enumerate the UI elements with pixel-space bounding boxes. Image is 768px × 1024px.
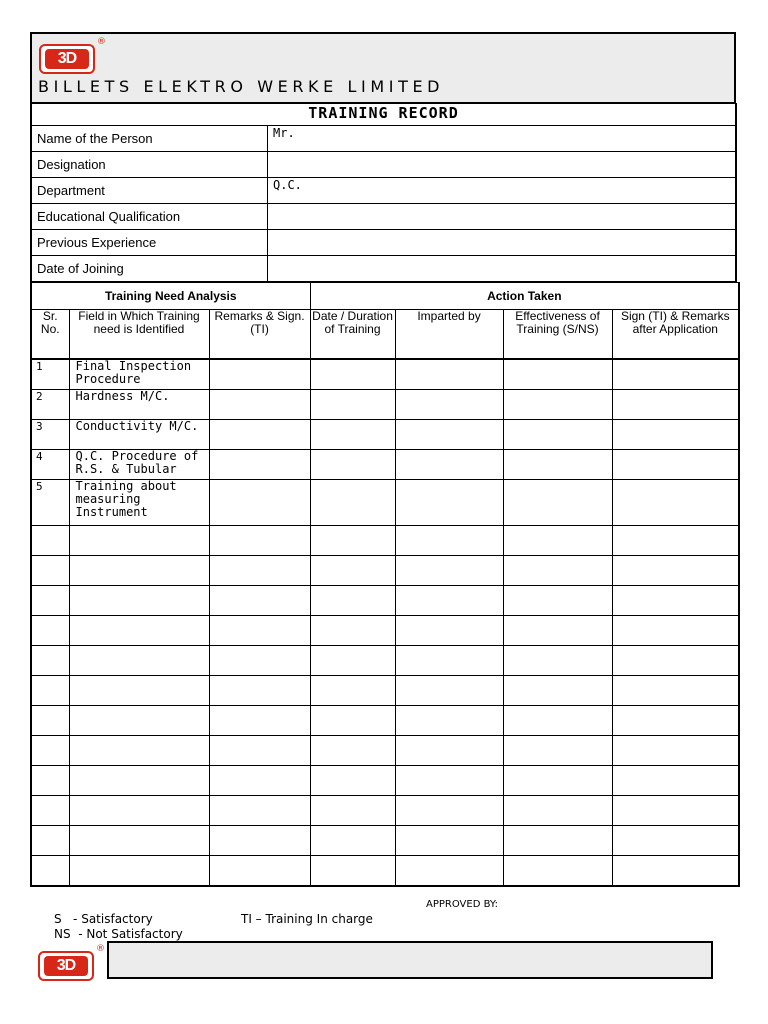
row-field[interactable] bbox=[69, 646, 209, 676]
training-rows bbox=[31, 359, 739, 886]
info-label: Department bbox=[31, 178, 268, 204]
row-imparted-by[interactable] bbox=[395, 616, 503, 646]
table-row bbox=[31, 826, 739, 856]
row-date-duration[interactable] bbox=[310, 390, 395, 420]
company-name: BILLETS ELEKTRO WERKE LIMITED bbox=[38, 77, 445, 96]
row-sign-remarks-after[interactable] bbox=[612, 736, 739, 766]
row-effectiveness[interactable] bbox=[503, 676, 612, 706]
row-sign-remarks-after[interactable] bbox=[612, 556, 739, 586]
row-imparted-by[interactable] bbox=[395, 736, 503, 766]
row-effectiveness[interactable] bbox=[503, 556, 612, 586]
row-sr-no bbox=[31, 526, 69, 556]
table-row bbox=[31, 616, 739, 646]
row-imparted-by[interactable] bbox=[395, 480, 503, 526]
row-sign-remarks-after[interactable] bbox=[612, 616, 739, 646]
info-value[interactable] bbox=[268, 204, 737, 230]
row-sr-no: 2 bbox=[31, 390, 69, 420]
row-field[interactable] bbox=[69, 826, 209, 856]
row-remarks-sign[interactable] bbox=[209, 736, 310, 766]
row-effectiveness[interactable] bbox=[503, 736, 612, 766]
training-table bbox=[30, 282, 740, 887]
col-sign-remarks-after: Sign (TI) & Remarks after Application bbox=[612, 310, 739, 360]
col-sr-no: Sr. No. bbox=[31, 310, 69, 360]
row-effectiveness[interactable] bbox=[503, 616, 612, 646]
row-effectiveness[interactable] bbox=[503, 826, 612, 856]
row-sign-remarks-after[interactable] bbox=[612, 796, 739, 826]
row-field[interactable]: Training about measuring Instrument bbox=[69, 480, 209, 526]
row-date-duration[interactable] bbox=[310, 420, 395, 450]
row-date-duration[interactable] bbox=[310, 646, 395, 676]
row-effectiveness[interactable] bbox=[503, 796, 612, 826]
row-imparted-by[interactable] bbox=[395, 856, 503, 887]
row-sign-remarks-after[interactable] bbox=[612, 826, 739, 856]
row-remarks-sign[interactable] bbox=[209, 480, 310, 526]
row-effectiveness[interactable] bbox=[503, 450, 612, 480]
row-imparted-by[interactable] bbox=[395, 420, 503, 450]
footer-logo-text: 3D bbox=[44, 956, 88, 976]
row-effectiveness[interactable] bbox=[503, 526, 612, 556]
row-sign-remarks-after[interactable] bbox=[612, 359, 739, 390]
table-row bbox=[31, 676, 739, 706]
row-sr-no bbox=[31, 736, 69, 766]
table-row bbox=[31, 359, 739, 390]
info-label: Designation bbox=[31, 152, 268, 178]
row-date-duration[interactable] bbox=[310, 480, 395, 526]
row-field[interactable] bbox=[69, 706, 209, 736]
row-date-duration[interactable] bbox=[310, 526, 395, 556]
row-field[interactable]: Conductivity M/C. bbox=[69, 420, 209, 450]
info-row bbox=[31, 152, 736, 178]
row-sr-no: 3 bbox=[31, 420, 69, 450]
row-sr-no bbox=[31, 616, 69, 646]
row-effectiveness[interactable] bbox=[503, 480, 612, 526]
row-date-duration[interactable] bbox=[310, 359, 395, 390]
table-row bbox=[31, 556, 739, 586]
row-effectiveness[interactable] bbox=[503, 359, 612, 390]
row-field[interactable]: Final Inspection Procedure bbox=[69, 359, 209, 390]
row-remarks-sign[interactable] bbox=[209, 526, 310, 556]
row-field[interactable]: Hardness M/C. bbox=[69, 390, 209, 420]
row-date-duration[interactable] bbox=[310, 736, 395, 766]
row-imparted-by[interactable] bbox=[395, 450, 503, 480]
row-field[interactable] bbox=[69, 526, 209, 556]
logo-text: 3D bbox=[45, 49, 89, 69]
row-imparted-by[interactable] bbox=[395, 586, 503, 616]
table-row bbox=[31, 766, 739, 796]
row-sr-no: 1 bbox=[31, 359, 69, 390]
info-label: Date of Joining bbox=[31, 256, 268, 282]
info-row bbox=[31, 126, 736, 152]
section-training-need-analysis: Training Need Analysis bbox=[31, 283, 310, 310]
row-imparted-by[interactable] bbox=[395, 676, 503, 706]
row-sign-remarks-after[interactable] bbox=[612, 706, 739, 736]
info-value[interactable] bbox=[268, 152, 737, 178]
info-value[interactable] bbox=[268, 256, 737, 282]
row-remarks-sign[interactable] bbox=[209, 616, 310, 646]
person-info-table bbox=[30, 125, 737, 282]
row-imparted-by[interactable] bbox=[395, 826, 503, 856]
table-row bbox=[31, 420, 739, 450]
row-field[interactable] bbox=[69, 586, 209, 616]
row-sr-no bbox=[31, 556, 69, 586]
info-value[interactable]: Mr. bbox=[268, 126, 737, 152]
footer-bar bbox=[107, 941, 713, 979]
row-sign-remarks-after[interactable] bbox=[612, 526, 739, 556]
row-effectiveness[interactable] bbox=[503, 646, 612, 676]
footer-logo bbox=[38, 951, 94, 981]
row-date-duration[interactable] bbox=[310, 556, 395, 586]
row-imparted-by[interactable] bbox=[395, 796, 503, 826]
table-row bbox=[31, 856, 739, 887]
row-sign-remarks-after[interactable] bbox=[612, 450, 739, 480]
row-effectiveness[interactable] bbox=[503, 390, 612, 420]
info-label: Educational Qualification bbox=[31, 204, 268, 230]
info-row bbox=[31, 178, 736, 204]
col-date-duration: Date / Duration of Training bbox=[310, 310, 395, 360]
row-remarks-sign[interactable] bbox=[209, 359, 310, 390]
row-effectiveness[interactable] bbox=[503, 420, 612, 450]
row-field[interactable] bbox=[69, 676, 209, 706]
document-header bbox=[30, 32, 736, 103]
row-sr-no: 4 bbox=[31, 450, 69, 480]
col-remarks-sign: Remarks & Sign. (TI) bbox=[209, 310, 310, 360]
row-sr-no bbox=[31, 856, 69, 887]
row-sign-remarks-after[interactable] bbox=[612, 856, 739, 887]
row-field[interactable] bbox=[69, 766, 209, 796]
table-row bbox=[31, 646, 739, 676]
table-row bbox=[31, 796, 739, 826]
table-row bbox=[31, 526, 739, 556]
row-sr-no bbox=[31, 766, 69, 796]
table-row bbox=[31, 706, 739, 736]
legend-training-in-charge: TI – Training In charge bbox=[241, 912, 373, 926]
row-imparted-by[interactable] bbox=[395, 390, 503, 420]
row-remarks-sign[interactable] bbox=[209, 796, 310, 826]
document-title: TRAINING RECORD bbox=[31, 104, 736, 126]
row-sr-no bbox=[31, 796, 69, 826]
column-header-row bbox=[31, 310, 739, 360]
row-date-duration[interactable] bbox=[310, 450, 395, 480]
row-date-duration[interactable] bbox=[310, 706, 395, 736]
row-date-duration[interactable] bbox=[310, 586, 395, 616]
row-field[interactable] bbox=[69, 616, 209, 646]
row-sr-no bbox=[31, 706, 69, 736]
footer-registered-mark: ® bbox=[96, 944, 105, 954]
table-row bbox=[31, 736, 739, 766]
row-remarks-sign[interactable] bbox=[209, 706, 310, 736]
info-row bbox=[31, 204, 736, 230]
row-field[interactable]: Q.C. Procedure of R.S. & Tubular bbox=[69, 450, 209, 480]
row-sign-remarks-after[interactable] bbox=[612, 390, 739, 420]
legend-not-satisfactory: NS - Not Satisfactory bbox=[54, 927, 183, 941]
row-imparted-by[interactable] bbox=[395, 706, 503, 736]
section-action-taken: Action Taken bbox=[310, 283, 739, 310]
company-logo bbox=[39, 44, 95, 74]
row-field[interactable] bbox=[69, 796, 209, 826]
row-effectiveness[interactable] bbox=[503, 586, 612, 616]
row-date-duration[interactable] bbox=[310, 616, 395, 646]
row-sign-remarks-after[interactable] bbox=[612, 420, 739, 450]
section-header-row bbox=[31, 283, 739, 310]
row-remarks-sign[interactable] bbox=[209, 826, 310, 856]
row-date-duration[interactable] bbox=[310, 856, 395, 887]
row-sign-remarks-after[interactable] bbox=[612, 766, 739, 796]
row-sr-no bbox=[31, 586, 69, 616]
approved-by-label: APPROVED BY: bbox=[426, 899, 499, 910]
table-row bbox=[31, 586, 739, 616]
table-row bbox=[31, 480, 739, 526]
row-sr-no bbox=[31, 676, 69, 706]
row-imparted-by[interactable] bbox=[395, 556, 503, 586]
row-imparted-by[interactable] bbox=[395, 646, 503, 676]
row-field[interactable] bbox=[69, 856, 209, 887]
row-remarks-sign[interactable] bbox=[209, 420, 310, 450]
row-remarks-sign[interactable] bbox=[209, 390, 310, 420]
info-value[interactable] bbox=[268, 230, 737, 256]
col-effectiveness: Effectiveness of Training (S/NS) bbox=[503, 310, 612, 360]
row-date-duration[interactable] bbox=[310, 796, 395, 826]
info-label: Previous Experience bbox=[31, 230, 268, 256]
row-date-duration[interactable] bbox=[310, 826, 395, 856]
row-remarks-sign[interactable] bbox=[209, 646, 310, 676]
row-field[interactable] bbox=[69, 736, 209, 766]
row-imparted-by[interactable] bbox=[395, 526, 503, 556]
row-sr-no bbox=[31, 646, 69, 676]
row-imparted-by[interactable] bbox=[395, 359, 503, 390]
row-effectiveness[interactable] bbox=[503, 856, 612, 887]
row-sign-remarks-after[interactable] bbox=[612, 676, 739, 706]
info-row bbox=[31, 230, 736, 256]
row-sr-no: 5 bbox=[31, 480, 69, 526]
row-imparted-by[interactable] bbox=[395, 766, 503, 796]
legend-satisfactory: S - Satisfactory bbox=[54, 912, 153, 926]
title-row bbox=[30, 103, 737, 126]
row-remarks-sign[interactable] bbox=[209, 586, 310, 616]
row-effectiveness[interactable] bbox=[503, 706, 612, 736]
row-sign-remarks-after[interactable] bbox=[612, 646, 739, 676]
row-remarks-sign[interactable] bbox=[209, 766, 310, 796]
row-date-duration[interactable] bbox=[310, 676, 395, 706]
row-remarks-sign[interactable] bbox=[209, 856, 310, 887]
row-date-duration[interactable] bbox=[310, 766, 395, 796]
row-sign-remarks-after[interactable] bbox=[612, 586, 739, 616]
row-effectiveness[interactable] bbox=[503, 766, 612, 796]
registered-mark: ® bbox=[97, 37, 106, 47]
col-field: Field in Which Training need is Identified bbox=[69, 310, 209, 360]
info-row bbox=[31, 256, 736, 282]
info-label: Name of the Person bbox=[31, 126, 268, 152]
row-sr-no bbox=[31, 826, 69, 856]
row-remarks-sign[interactable] bbox=[209, 450, 310, 480]
col-imparted-by: Imparted by bbox=[395, 310, 503, 360]
row-remarks-sign[interactable] bbox=[209, 556, 310, 586]
info-value[interactable]: Q.C. bbox=[268, 178, 737, 204]
table-row bbox=[31, 450, 739, 480]
row-field[interactable] bbox=[69, 556, 209, 586]
table-row bbox=[31, 390, 739, 420]
row-sign-remarks-after[interactable] bbox=[612, 480, 739, 526]
row-remarks-sign[interactable] bbox=[209, 676, 310, 706]
